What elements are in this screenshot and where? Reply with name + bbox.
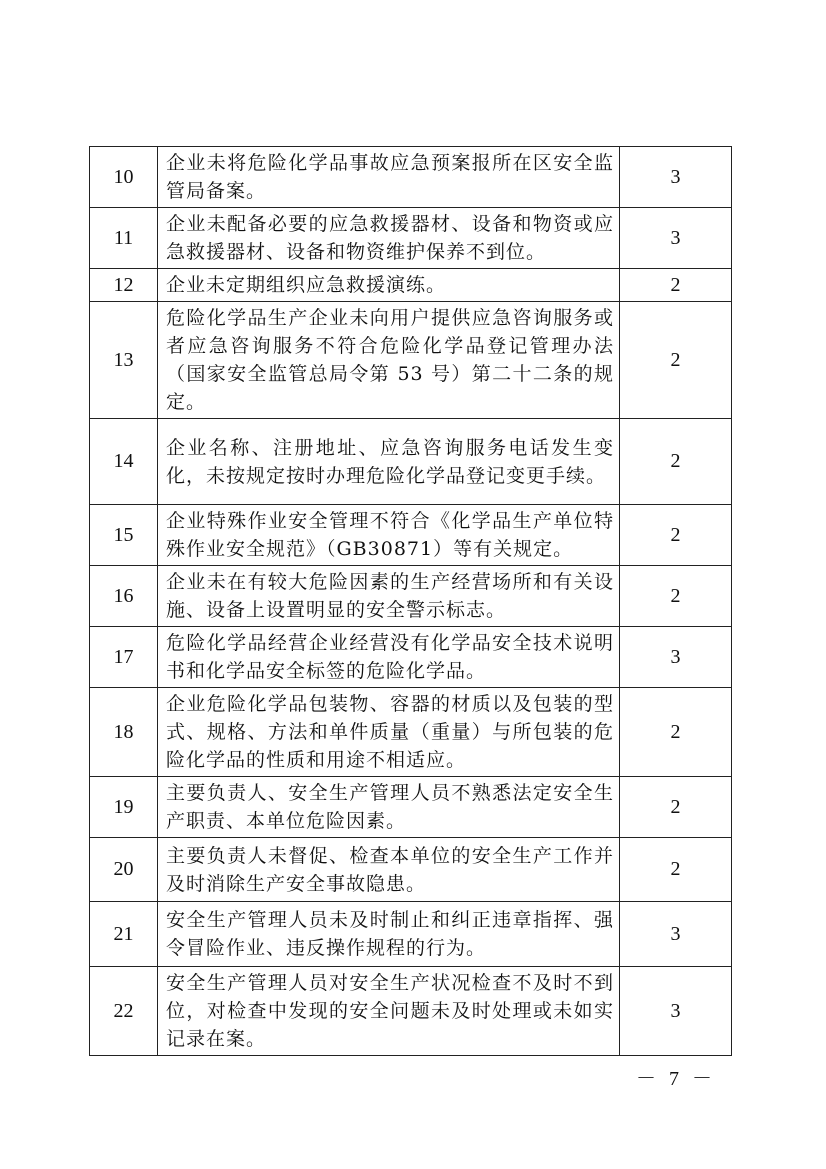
deduction-score: 2 [620, 505, 732, 566]
table-row [90, 902, 732, 967]
violation-description: 企业危险化学品包装物、容器的材质以及包装的型式、规格、方法和单件质量（重量）与所包装的危险化学品的性质和用途不相适应。 [158, 688, 620, 777]
table-row [90, 777, 732, 838]
row-number: 19 [90, 777, 158, 838]
table-row [90, 208, 732, 269]
violation-description: 企业未在有较大危险因素的生产经营场所和有关设施、设备上设置明显的安全警示标志。 [158, 566, 620, 627]
violation-description: 企业特殊作业安全管理不符合《化学品生产单位特殊作业安全规范》（GB30871）等有关规定。 [158, 505, 620, 566]
row-number: 11 [90, 208, 158, 269]
violation-description: 主要负责人未督促、检查本单位的安全生产工作并及时消除生产安全事故隐患。 [158, 838, 620, 902]
page-number: － 7 － [636, 1068, 716, 1090]
table-row [90, 269, 732, 302]
violation-description: 企业名称、注册地址、应急咨询服务电话发生变化，未按规定按时办理危险化学品登记变更手续。 [158, 419, 620, 505]
row-number: 13 [90, 302, 158, 419]
table-row [90, 505, 732, 566]
row-number: 14 [90, 419, 158, 505]
row-number: 17 [90, 627, 158, 688]
row-number: 16 [90, 566, 158, 627]
violation-description: 危险化学品经营企业经营没有化学品安全技术说明书和化学品安全标签的危险化学品。 [158, 627, 620, 688]
table-row [90, 838, 732, 902]
table-row [90, 419, 732, 505]
deduction-score: 2 [620, 419, 732, 505]
violation-description: 企业未将危险化学品事故应急预案报所在区安全监管局备案。 [158, 147, 620, 208]
table-row [90, 302, 732, 419]
deduction-score: 3 [620, 208, 732, 269]
violation-description: 安全生产管理人员未及时制止和纠正违章指挥、强令冒险作业、违反操作规程的行为。 [158, 902, 620, 967]
deduction-score: 2 [620, 688, 732, 777]
row-number: 20 [90, 838, 158, 902]
table-body [90, 147, 732, 1056]
deduction-score: 3 [620, 902, 732, 967]
table-row [90, 688, 732, 777]
violation-description: 企业未配备必要的应急救援器材、设备和物资或应急救援器材、设备和物资维护保养不到位。 [158, 208, 620, 269]
violation-description: 安全生产管理人员对安全生产状况检查不及时不到位，对检查中发现的安全问题未及时处理或未如实记录在案。 [158, 967, 620, 1056]
deduction-score: 3 [620, 627, 732, 688]
row-number: 21 [90, 902, 158, 967]
row-number: 12 [90, 269, 158, 302]
row-number: 15 [90, 505, 158, 566]
table-row [90, 627, 732, 688]
violation-description: 主要负责人、安全生产管理人员不熟悉法定安全生产职责、本单位危险因素。 [158, 777, 620, 838]
violation-score-table [89, 146, 732, 1056]
table-row [90, 147, 732, 208]
deduction-score: 3 [620, 147, 732, 208]
deduction-score: 2 [620, 838, 732, 902]
row-number: 22 [90, 967, 158, 1056]
violation-description: 危险化学品生产企业未向用户提供应急咨询服务或者应急咨询服务不符合危险化学品登记管理办法（国家安全监管总局令第 53 号）第二十二条的规定。 [158, 302, 620, 419]
deduction-score: 2 [620, 269, 732, 302]
row-number: 10 [90, 147, 158, 208]
table-row [90, 566, 732, 627]
deduction-score: 2 [620, 566, 732, 627]
violation-description: 企业未定期组织应急救援演练。 [158, 269, 620, 302]
deduction-score: 2 [620, 777, 732, 838]
deduction-score: 3 [620, 967, 732, 1056]
table-row [90, 967, 732, 1056]
deduction-score: 2 [620, 302, 732, 419]
row-number: 18 [90, 688, 158, 777]
